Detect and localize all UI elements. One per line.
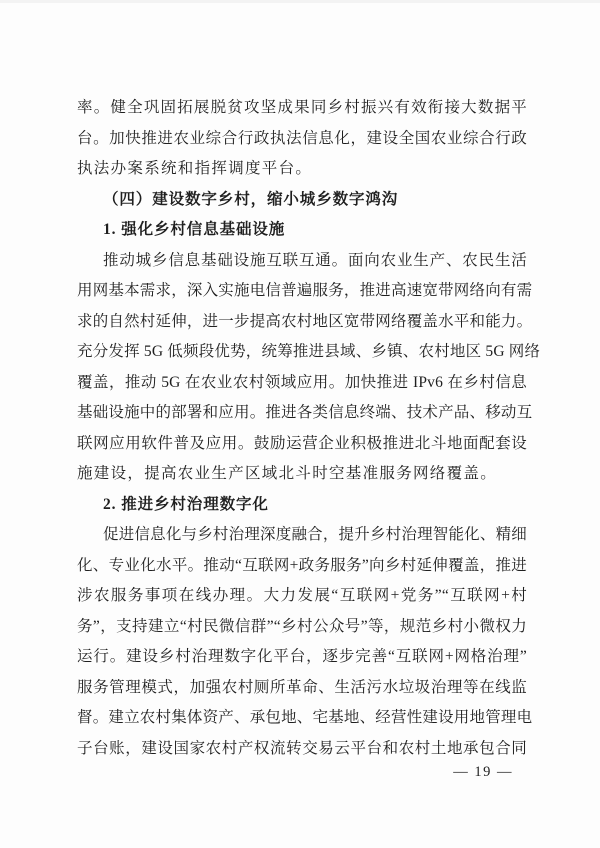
- body-text-line: 推动城乡信息基础设施互联互通。面向农业生产、农民生活: [103, 251, 527, 269]
- subsection-heading-line: 1. 强化乡村信息基础设施: [103, 221, 286, 238]
- body-text-line: 用网基本需求，深入实施电信普遍服务，推进高速宽带网络向有需: [77, 282, 533, 299]
- body-text-line: 充分发挥 5G 低频段优势，统筹推进县域、乡镇、农村地区 5G 网络: [77, 343, 541, 360]
- section-heading-line: （四）建设数字乡村，缩小城乡数字鸿沟: [103, 190, 399, 208]
- body-text-line: 务”，支持建立“村民微信群”“乡村公众号”等，规范乡村小微权力: [77, 617, 527, 635]
- body-text-line: 施建设，提高农业生产区域北斗时空基准服务网络覆盖。: [77, 465, 498, 482]
- body-text-line: 执法办案系统和指挥调度平台。: [77, 160, 313, 177]
- body-text-line: 联网应用软件普及应用。鼓励运营企业积极推进北斗地面配套设: [77, 434, 527, 452]
- body-text-line: 基础设施中的部署和应用。推进各类信息终端、技术产品、移动互: [77, 404, 533, 421]
- body-text-line: 覆盖，推动 5G 在农业农村领域应用。加快推进 IPv6 在乡村信息: [77, 373, 527, 391]
- body-text-line: 督。建立农村集体资产、承包地、宅基地、经营性建设用地管理电: [77, 709, 533, 726]
- body-text-line: 台。加快推进农业综合行政执法信息化，建设全国农业综合行政: [77, 129, 527, 147]
- body-text-line: 率。健全巩固拓展脱贫攻坚成果同乡村振兴有效衔接大数据平: [77, 99, 527, 116]
- subsection-heading-line: 2. 推进乡村治理数字化: [103, 495, 269, 513]
- body-text-line: 运行。建设乡村治理数字化平台，逐步完善“互联网+网格治理”: [77, 648, 527, 665]
- body-text-line: 求的自然村延伸，进一步提高农村地区宽带网络覆盖水平和能力。: [77, 312, 533, 330]
- body-text-line: 涉农服务事项在线办理。大力发展“互联网+党务”“互联网+村: [77, 587, 527, 604]
- page-content: [77, 93, 541, 764]
- body-text-line: 化、专业化水平。推动“互联网+政务服务”向乡村延伸覆盖，推进: [77, 556, 527, 574]
- page-number: — 19 —: [453, 764, 513, 780]
- body-text-line: 服务管理模式，加强农村厕所革命、生活污水垃圾治理等在线监: [77, 678, 527, 696]
- body-text-line: 促进信息化与乡村治理深度融合，提升乡村治理智能化、精细: [103, 526, 527, 543]
- body-text-line: 子台账，建设国家农村产权流转交易云平台和农村土地承包合同: [77, 739, 527, 757]
